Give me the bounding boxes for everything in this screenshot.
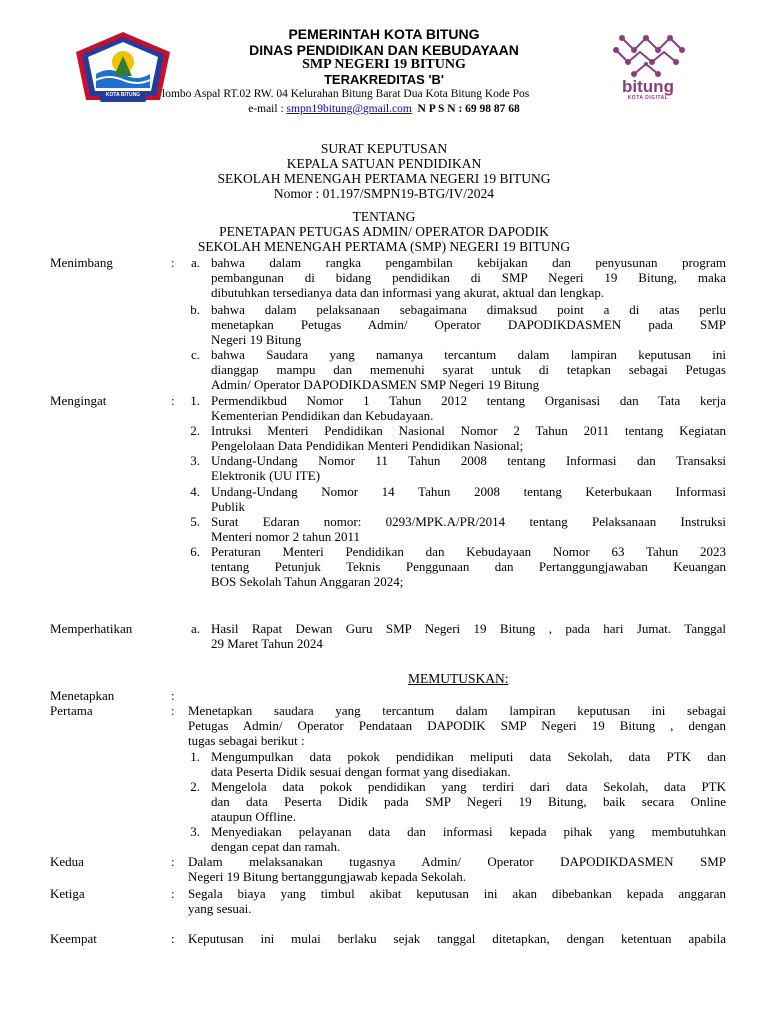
mengingat-item-5 [211, 514, 726, 544]
line: yang sesuai. [188, 901, 252, 916]
item-marker: b. [190, 302, 200, 317]
line: Menyediakan pelayanan data dan informasi kepada pihak yang membutuhkan [211, 824, 726, 839]
logo-left-caption: KOTA BITUNG [105, 92, 141, 98]
line: data Peserta Didik sesuai dengan format yang disediakan. [211, 764, 511, 779]
pertama-task-3 [211, 824, 726, 854]
item-marker: 4. [190, 484, 200, 499]
keempat-text [188, 931, 726, 946]
item-marker: 1. [190, 393, 200, 408]
letterhead-accreditation: TERAKREDITAS 'B' [323, 72, 445, 87]
item-marker: 2. [190, 423, 200, 438]
item-marker: 3. [190, 453, 200, 468]
line: Petugas Admin/ Operator Pendataan DAPODIK SMP Negeri 19 Bitung , dengan [188, 718, 726, 733]
line: Surat Edaran nomor: 0293/MPK.A/PR/2014 tentang Pelaksanaan Instruksi [211, 514, 726, 529]
line: bahwa dalam pelaksanaan sebagaimana dimaksud point a di atas perlu [211, 302, 726, 317]
kedua-text [188, 854, 726, 884]
line: Keputusan ini mulai berlaku sejak tanggal ditetapkan, dengan ketentuan apabila [188, 931, 726, 946]
line: Negeri 19 Bitung bertanggungjawab kepada Sekolah. [188, 869, 466, 884]
line: Mengumpulkan data pokok pendidikan meliputi data Sekolah, data PTK dan [211, 749, 726, 764]
doc-number: Nomor : 01.197/SMPN19-BTG/IV/2024 [273, 186, 495, 201]
doc-subject-1: PENETAPAN PETUGAS ADMIN/ OPERATOR DAPODIK [219, 224, 549, 239]
line: Menteri nomor 2 tahun 2011 [211, 529, 360, 544]
line: Menetapkan saudara yang tercantum dalam lampiran keputusan ini sebagai [188, 703, 726, 718]
menetapkan-label: Menetapkan [50, 688, 115, 703]
line: Intruksi Menteri Pendidikan Nasional Nomor 2 Tahun 2011 tentang Kegiatan [211, 423, 726, 438]
email-link[interactable]: smpn19bitung@gmail.com [286, 103, 412, 115]
item-marker: 5. [190, 514, 200, 529]
kedua-label: Kedua [50, 854, 84, 869]
doc-issuer: KEPALA SATUAN PENDIDIKAN [286, 156, 482, 171]
letterhead-contact [0, 102, 768, 116]
email-label: e-mail : [248, 103, 287, 115]
colon: : [171, 854, 175, 869]
mengingat-item-3 [211, 453, 726, 483]
item-marker: a. [190, 621, 200, 636]
item-marker: 6. [190, 544, 200, 559]
mengingat-item-2 [211, 423, 726, 453]
line: Elektronik (UU ITE) [211, 468, 321, 483]
pertama-intro [188, 703, 726, 748]
menimbang-item-b [211, 302, 726, 347]
mengingat-label: Mengingat [50, 393, 107, 408]
line: 29 Maret Tahun 2024 [211, 636, 323, 651]
ketiga-text [188, 886, 726, 916]
doc-type: SURAT KEPUTUSAN [320, 141, 448, 156]
ketiga-label: Ketiga [50, 886, 85, 901]
line: tugas sebagai berikut : [188, 733, 305, 748]
colon: : [171, 886, 175, 901]
letterhead-school: SMP NEGERI 19 BITUNG [302, 57, 466, 72]
colon: : [171, 931, 175, 946]
line: menetapkan Petugas Admin/ Operator DAPODIKDASMEN pada SMP [211, 317, 726, 332]
doc-subject-2: SEKOLAH MENENGAH PERTAMA (SMP) NEGERI 19 BITUNG [197, 239, 571, 254]
line: Publik [211, 499, 245, 514]
line: Peraturan Menteri Pendidikan dan Kebudayaan Nomor 63 Tahun 2023 [211, 544, 726, 559]
pertama-task-1 [211, 749, 726, 779]
keempat-label: Keempat [50, 931, 97, 946]
line: dan data Peserta Didik pada SMP Negeri 19 Bitung, baik secara Online [211, 794, 726, 809]
mengingat-item-1 [211, 393, 726, 423]
colon: : [171, 703, 175, 718]
line: ataupun Offline. [211, 809, 296, 824]
bitung-logo-sub: KOTA DIGITAL [627, 95, 669, 101]
line: Admin/ Operator DAPODIKDASMEN SMP Negeri 19 Bitung [211, 377, 540, 392]
item-marker: a. [190, 255, 200, 270]
line: Permendikbud Nomor 1 Tahun 2012 tentang Organisasi dan Tata kerja [211, 393, 726, 408]
doc-about-label: TENTANG [352, 209, 416, 224]
menimbang-label: Menimbang [50, 255, 113, 270]
item-marker: 1. [190, 749, 200, 764]
menimbang-item-a [211, 255, 726, 300]
line: Undang-Undang Nomor 14 Tahun 2008 tentang Keterbukaan Informasi [211, 484, 726, 499]
item-marker: c. [190, 347, 200, 362]
line: bahwa dalam rangka pengambilan kebijakan dan penyusunan program [211, 255, 726, 270]
mengingat-item-4 [211, 484, 726, 514]
memperhatikan-label: Memperhatikan [50, 621, 133, 636]
letterhead-address: lombo Aspal RT.02 RW. 04 Kelurahan Bitung Barat Dua Kota Bitung Kode Pos [162, 88, 530, 100]
line: Kementerian Pendidikan dan Kebudayaan. [211, 408, 434, 423]
menimbang-item-c [211, 347, 726, 392]
mengingat-item-6 [211, 544, 726, 589]
colon: : [171, 255, 175, 270]
decision-heading: MEMUTUSKAN: [408, 671, 509, 686]
line: dengan cepat dan ramah. [211, 839, 341, 854]
line: tentang Petunjuk Teknis Penggunaan dan Pertanggungjawaban Keuangan [211, 559, 726, 574]
item-marker: 3. [190, 824, 200, 839]
npsn: N P S N : 69 98 87 68 [417, 103, 520, 115]
line: Segala biaya yang timbul akibat keputusan ini akan dibebankan kepada anggaran [188, 886, 726, 901]
line: Undang-Undang Nomor 11 Tahun 2008 tentang Informasi dan Transaksi [211, 453, 726, 468]
line: dianggap mampu dan memenuhi syarat untuk di tetapkan sebagai Petugas [211, 362, 726, 377]
line: bahwa Saudara yang namanya tercantum dalam lampiran keputusan ini [211, 347, 726, 362]
letterhead-agency: DINAS PENDIDIKAN DAN KEBUDAYAAN [249, 42, 519, 58]
line: BOS Sekolah Tahun Anggaran 2024; [211, 574, 404, 589]
item-marker: 2. [190, 779, 200, 794]
doc-school: SEKOLAH MENENGAH PERTAMA NEGERI 19 BITUNG [217, 171, 551, 186]
pertama-label: Pertama [50, 703, 93, 718]
line: Pengelolaan Data Pendidikan Menteri Pendidikan Nasional; [211, 438, 524, 453]
line: Dalam melaksanakan tugasnya Admin/ Operator DAPODIKDASMEN SMP [188, 854, 726, 869]
line: Mengelola data pokok pendidikan yang terdiri dari data Sekolah, data PTK [211, 779, 726, 794]
pertama-task-2 [211, 779, 726, 824]
line: Negeri 19 Bitung [211, 332, 302, 347]
bitung-logo-word: bitung [622, 77, 674, 96]
letterhead-government: PEMERINTAH KOTA BITUNG [288, 26, 480, 42]
line: Hasil Rapat Dewan Guru SMP Negeri 19 Bitung , pada hari Jumat. Tanggal [211, 621, 726, 636]
line: dibutuhkan tersedianya data dan informasi yang akurat, aktual dan lengkap. [211, 285, 605, 300]
memperhatikan-item-a [211, 621, 726, 651]
colon: : [171, 688, 175, 703]
colon: : [171, 393, 175, 408]
line: pembangunan di bidang pendidikan di SMP Negeri 19 Bitung, maka [211, 270, 726, 285]
